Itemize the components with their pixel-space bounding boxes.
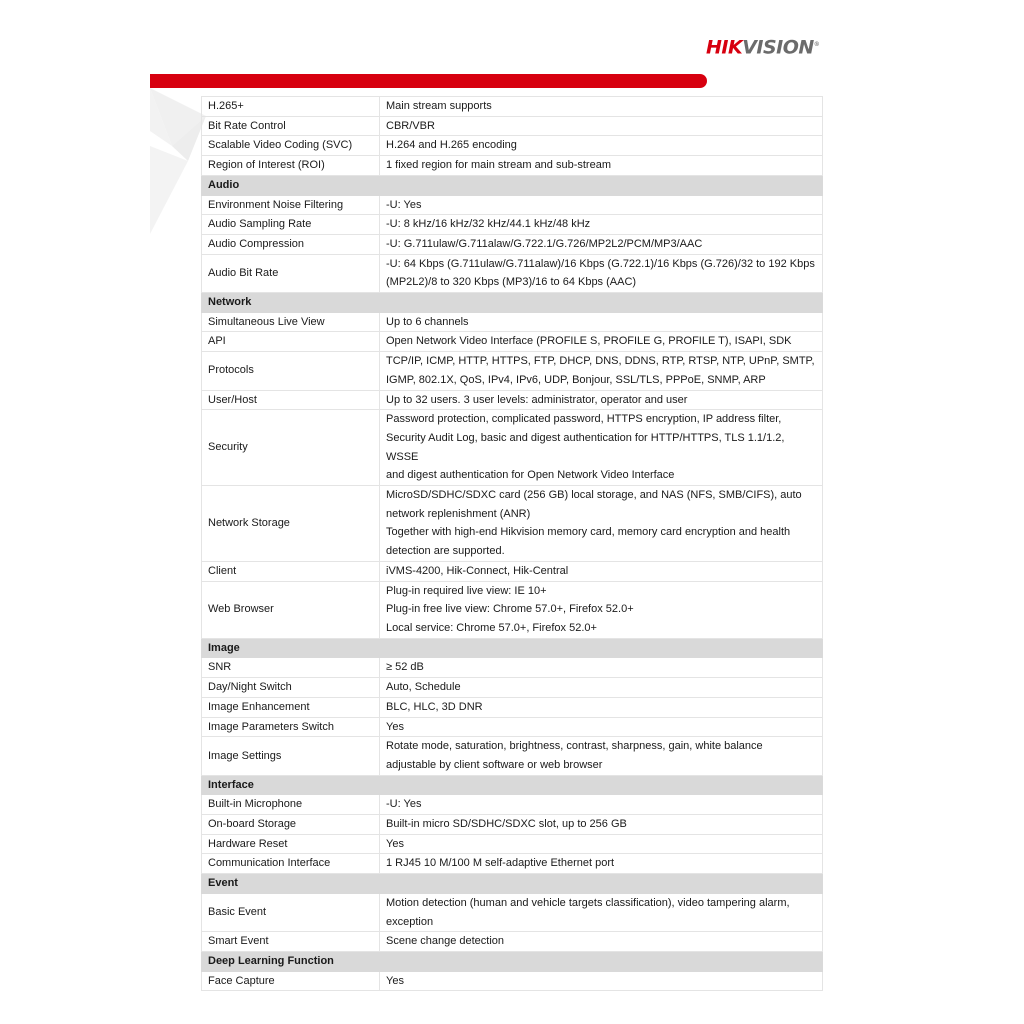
spec-label: Security (202, 410, 380, 486)
spec-value-line: 1 RJ45 10 M/100 M self-adaptive Ethernet port (386, 857, 615, 870)
spec-label: Image Parameters Switch (202, 717, 380, 737)
spec-value (380, 156, 823, 176)
spec-value-line: -U: Yes (386, 798, 422, 811)
spec-row (202, 156, 823, 176)
spec-value-line: Local service: Chrome 57.0+, Firefox 52.0+ (386, 621, 597, 634)
spec-label: User/Host (202, 390, 380, 410)
spec-value (380, 332, 823, 352)
spec-label: Audio Bit Rate (202, 254, 380, 292)
spec-value (380, 854, 823, 874)
spec-value (380, 658, 823, 678)
watermark-graphic (148, 86, 208, 236)
spec-label: Face Capture (202, 971, 380, 991)
spec-value (380, 116, 823, 136)
section-header (202, 874, 823, 894)
spec-value-line: iVMS-4200, Hik-Connect, Hik-Central (386, 564, 569, 577)
spec-value (380, 195, 823, 215)
spec-value-line: Yes (386, 837, 404, 850)
spec-table-body (202, 97, 823, 991)
spec-row (202, 815, 823, 835)
spec-label: Scalable Video Coding (SVC) (202, 136, 380, 156)
spec-label: Basic Event (202, 893, 380, 931)
spec-label: Bit Rate Control (202, 116, 380, 136)
spec-row (202, 486, 823, 562)
logo-text-vision: VISION (742, 36, 814, 59)
spec-value-line: Auto, Schedule (386, 681, 461, 694)
spec-value (380, 215, 823, 235)
spec-label: H.265+ (202, 97, 380, 117)
spec-value (380, 697, 823, 717)
spec-value-line: Plug-in required live view: IE 10+ (386, 584, 547, 597)
spec-label: Image Enhancement (202, 697, 380, 717)
spec-value (380, 486, 823, 562)
spec-value-line: Open Network Video Interface (PROFILE S, PROFILE G, PROFILE T), ISAPI, SDK (386, 335, 792, 348)
spec-value (380, 312, 823, 332)
section-title: Network (202, 293, 823, 313)
spec-value-line: Yes (386, 974, 404, 987)
registered-mark-icon: ® (813, 41, 820, 48)
spec-row (202, 136, 823, 156)
spec-row (202, 678, 823, 698)
spec-label: Client (202, 561, 380, 581)
spec-value-line: Plug-in free live view: Chrome 57.0+, Firefox 52.0+ (386, 603, 634, 616)
spec-label: On-board Storage (202, 815, 380, 835)
spec-value (380, 737, 823, 775)
spec-row (202, 893, 823, 931)
spec-value-line: detection are supported. (386, 545, 505, 558)
spec-value (380, 834, 823, 854)
section-title: Image (202, 638, 823, 658)
section-header (202, 293, 823, 313)
spec-value-line: CBR/VBR (386, 119, 435, 132)
spec-row (202, 932, 823, 952)
spec-value (380, 390, 823, 410)
spec-row (202, 97, 823, 117)
spec-value (380, 815, 823, 835)
header-red-bar (150, 74, 707, 88)
spec-row (202, 971, 823, 991)
spec-label: Network Storage (202, 486, 380, 562)
spec-value-line: Yes (386, 720, 404, 733)
spec-value (380, 678, 823, 698)
section-header (202, 951, 823, 971)
spec-row (202, 234, 823, 254)
spec-row (202, 561, 823, 581)
spec-row (202, 116, 823, 136)
spec-row (202, 410, 823, 486)
spec-value-line: MicroSD/SDHC/SDXC card (256 GB) local storage, and NAS (NFS, SMB/CIFS), auto (386, 489, 802, 502)
spec-value (380, 234, 823, 254)
spec-value (380, 971, 823, 991)
spec-row (202, 390, 823, 410)
spec-row (202, 195, 823, 215)
spec-row (202, 854, 823, 874)
spec-label: Web Browser (202, 581, 380, 638)
spec-value-line: -U: G.711ulaw/G.711alaw/G.722.1/G.726/MP2L2/PCM/MP3/AAC (386, 237, 703, 250)
spec-label: Smart Event (202, 932, 380, 952)
spec-value-line: -U: 64 Kbps (G.711ulaw/G.711alaw)/16 Kbps (G.722.1)/16 Kbps (G.726)/32 to 192 Kbps (386, 257, 815, 270)
spec-label: Region of Interest (ROI) (202, 156, 380, 176)
spec-value-line: Security Audit Log, basic and digest authentication for HTTP/HTTPS, TLS 1.1/1.2, WSSE (386, 431, 785, 463)
spec-table (201, 96, 823, 991)
spec-label: Protocols (202, 352, 380, 390)
spec-value-line: ≥ 52 dB (386, 661, 424, 674)
spec-value-line: TCP/IP, ICMP, HTTP, HTTPS, FTP, DHCP, DNS, DDNS, RTP, RTSP, NTP, UPnP, SMTP, (386, 355, 815, 368)
spec-value-line: BLC, HLC, 3D DNR (386, 700, 483, 713)
spec-value (380, 97, 823, 117)
watermark-shape-4 (150, 146, 188, 234)
section-title: Audio (202, 175, 823, 195)
section-title: Deep Learning Function (202, 951, 823, 971)
spec-label: Environment Noise Filtering (202, 195, 380, 215)
spec-label: Audio Compression (202, 234, 380, 254)
spec-label: Image Settings (202, 737, 380, 775)
spec-value-line: Rotate mode, saturation, brightness, contrast, sharpness, gain, white balance (386, 740, 763, 753)
spec-value-line: H.264 and H.265 encoding (386, 139, 517, 152)
spec-value (380, 795, 823, 815)
section-title: Event (202, 874, 823, 894)
section-header (202, 775, 823, 795)
spec-row (202, 215, 823, 235)
spec-row (202, 581, 823, 638)
spec-label: Built-in Microphone (202, 795, 380, 815)
spec-value (380, 932, 823, 952)
spec-value-line: (MP2L2)/8 to 320 Kbps (MP3)/16 to 64 Kbps (AAC) (386, 276, 637, 289)
logo-text-hik: HIK (706, 36, 743, 59)
spec-value (380, 561, 823, 581)
spec-value-line: IGMP, 802.1X, QoS, IPv4, IPv6, UDP, Bonjour, SSL/TLS, PPPoE, SNMP, ARP (386, 373, 766, 386)
spec-label: Hardware Reset (202, 834, 380, 854)
spec-value-line: and digest authentication for Open Network Video Interface (386, 469, 675, 482)
spec-row (202, 737, 823, 775)
spec-value (380, 136, 823, 156)
spec-label: Audio Sampling Rate (202, 215, 380, 235)
spec-value-line: exception (386, 915, 434, 928)
spec-value-line: 1 fixed region for main stream and sub-stream (386, 159, 611, 172)
spec-value-line: -U: 8 kHz/16 kHz/32 kHz/44.1 kHz/48 kHz (386, 218, 591, 231)
spec-label: Simultaneous Live View (202, 312, 380, 332)
spec-value (380, 352, 823, 390)
spec-label: API (202, 332, 380, 352)
spec-label: Day/Night Switch (202, 678, 380, 698)
spec-value-line: Up to 32 users. 3 user levels: administrator, operator and user (386, 393, 688, 406)
spec-row (202, 352, 823, 390)
spec-value-line: Up to 6 channels (386, 315, 469, 328)
spec-label: Communication Interface (202, 854, 380, 874)
spec-row (202, 312, 823, 332)
spec-row (202, 717, 823, 737)
spec-value-line: -U: Yes (386, 198, 422, 211)
spec-label: SNR (202, 658, 380, 678)
spec-value-line: Motion detection (human and vehicle targets classification), video tampering alarm, (386, 896, 790, 909)
spec-value (380, 717, 823, 737)
spec-row (202, 658, 823, 678)
spec-value-line: Together with high-end Hikvision memory card, memory card encryption and health (386, 526, 791, 539)
spec-value-line: adjustable by client software or web browser (386, 758, 603, 771)
hikvision-logo (706, 32, 819, 60)
section-header (202, 175, 823, 195)
spec-value-line: network replenishment (ANR) (386, 507, 531, 520)
section-title: Interface (202, 775, 823, 795)
spec-value-line: Main stream supports (386, 100, 492, 112)
spec-value (380, 893, 823, 931)
spec-row (202, 332, 823, 352)
section-header (202, 638, 823, 658)
spec-row (202, 834, 823, 854)
spec-value-line: Password protection, complicated password, HTTPS encryption, IP address filter, (386, 413, 782, 426)
spec-row (202, 254, 823, 292)
spec-value-line: Scene change detection (386, 935, 505, 948)
spec-value-line: Built-in micro SD/SDHC/SDXC slot, up to 256 GB (386, 818, 627, 831)
spec-value (380, 254, 823, 292)
spec-row (202, 697, 823, 717)
spec-value (380, 581, 823, 638)
spec-row (202, 795, 823, 815)
spec-value (380, 410, 823, 486)
